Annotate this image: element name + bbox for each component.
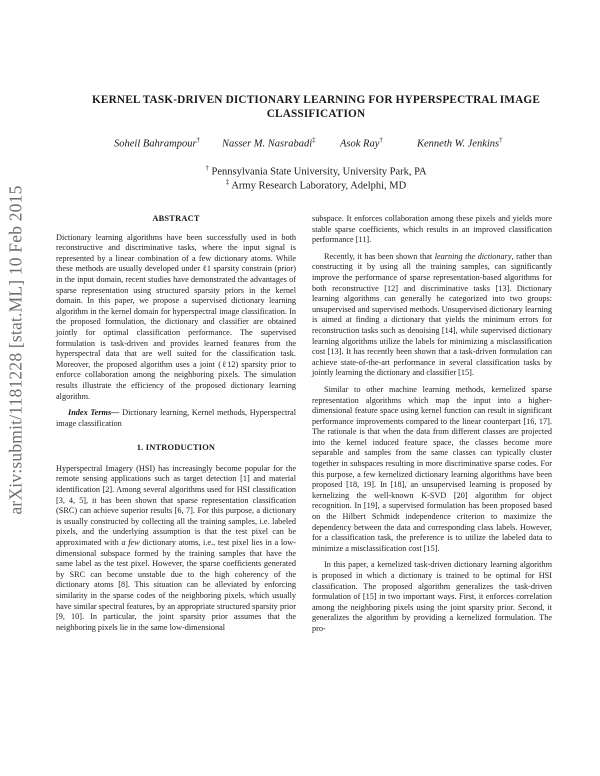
- index-terms-label: Index Terms—: [68, 408, 120, 418]
- left-column: [56, 214, 296, 633]
- arxiv-identifier: arXiv:submit/1181228 [stat.ML] 10 Feb 2015: [5, 185, 26, 515]
- right-paragraph-4: In this paper, a kernelized task-driven dictionary learning algorithm is proposed in which a dictionary is trained to be optimal for HSI classification. The proposed algorithm generalizes the task-driven formulation of [15] in two important ways. First, it enforces correlation among the neighboring pixels using the joint sparsity prior. Second, it generalizes the algorithm by providing a kernelized formulation. The pro-: [312, 560, 552, 633]
- author-1: Soheil Bahrampour†: [114, 136, 201, 150]
- abstract-heading: ABSTRACT: [152, 214, 200, 223]
- author-4: Kenneth W. Jenkins†: [417, 136, 503, 150]
- introduction-heading: 1. INTRODUCTION: [136, 443, 216, 453]
- author-3: Asok Ray†: [340, 136, 383, 150]
- arxiv-side-stamp: [2, 140, 30, 560]
- title-line-2: CLASSIFICATION: [266, 108, 366, 120]
- abstract-text: Dictionary learning algorithms have been successfully used in both reconstructive and discriminative tasks, where the input signal is represented by a linear combination of a few dictionary atoms. While these methods are usually developed under ℓ1 sparsity constrain (prior) in the input domain, recent studies have demonstrated the advantages of sparse representation using structured sparsity priors in the kernel domain. In this paper, we propose a supervised dictionary learning algorithm in the kernel domain for hyperspectral image classification. In the proposed formulation, the dictionary and classifier are obtained jointly for optimal classification performance. The supervised formulation is task-driven and provides learned features from the hyperspectral data that are well suited for the classification task. Moreover, the proposed algorithm uses a joint (ℓ12) sparsity prior to enforce collaboration among the neighboring pixels. The simulation results illustrate the efficiency of the proposed dictionary learning algorithm.: [56, 232, 296, 401]
- intro-paragraph-1: Hyperspectral Imagery (HSI) has increasingly become popular for the remote sensing applications such as target detection [1] and material identification [2]. Among several algorithms used for HSI classification [3, 4, 5], it has been shown that sparse representation classification (SRC) can achieve superior results [6, 7]. For this purpose, a dictionary is usually constructed by collecting all the training samples, i.e. labeled pixels, and the underlying assumption is that the test pixel can be approximated with a few dictionary atoms, i.e., test pixel lies in a low-dimensional subspace formed by the training samples that have the same label as the test pixel. However, the sparse coefficients generated by SRC can become unstable due to the high coherency of the dictionary atoms [8]. This situation can be alleviated by enforcing similarity in the sparse codes of the neighboring pixels, which usually have similar spectral features, by an appropriate structured sparsity prior [9, 10]. In particular, the joint sparsity prior assumes that the neighboring pixels lie in the same low-dimensional: [56, 463, 297, 632]
- author-2: Nasser M. Nasrabadi‡: [222, 136, 316, 150]
- author-list: [68, 136, 568, 150]
- index-terms: [56, 408, 296, 429]
- affiliation-1: † Pennsylvania State University, University Park, PA: [205, 164, 427, 178]
- title-line-1: KERNEL TASK-DRIVEN DICTIONARY LEARNING FOR HYPERSPECTRAL IMAGE: [91, 94, 541, 106]
- paper-title: [56, 93, 576, 121]
- affiliation-2: ‡ Army Research Laboratory, Adelphi, MD: [225, 178, 407, 192]
- right-paragraph-3: Similar to other machine learning methods, kernelized sparse representation algorithms which map the input into a higher-dimensional feature space using kernel function can result in significant performance improvements compared to the linear counterpart [16, 17]. The rationale is that when the data from different classes are projected into the kernel induced feature space, the classes become more separable and samples from the same classes can typically cluster together in subspaces resulting in more discriminative sparse codes. For this purpose, a few kernelized dictionary learning algorithms have been proposed [18, 19]. In [18], an unsupervised learning is proposed by kernelizing the well-known K-SVD [20] algorithm for object recognition. In [19], a supervised formulation has been proposed based on the Hilbert Schmidt independence criterion to maximize the dependency between the data and corresponding class labels. However, for a classification task, the preference is to utilize the labeled data to minimize a misclassification cost [15].: [312, 384, 552, 553]
- index-terms-text: Dictionary learning, Kernel methods, Hyperspectral image classification: [56, 408, 296, 428]
- right-column: [312, 214, 552, 635]
- right-paragraph-2: Recently, it has been shown that learning the dictionary, rather than constructing it by using all the training samples, can significantly improve the performance of sparse representation-based algorithms for both reconstructive [12] and discriminative tasks [13]. Dictionary learning algorithms can generally be categorized into two groups: unsupervised and supervised methods. Unsupervised dictionary learning is aimed at finding a dictionary that yields the minimum errors for reconstruction tasks such as denoising [14], while supervised dictionary learning algorithms utilize the labels for minimizing a misclassification cost [13]. It has recently been shown that a task-driven formulation can achieve state-of-the-art performance in several classification tasks by jointly learning the dictionary and classifier [15].: [312, 251, 552, 378]
- right-paragraph-1: subspace. It enforces collaboration among these pixels and yields more stable sparse coefficients, which results in an improved classification performance [11].: [312, 214, 552, 245]
